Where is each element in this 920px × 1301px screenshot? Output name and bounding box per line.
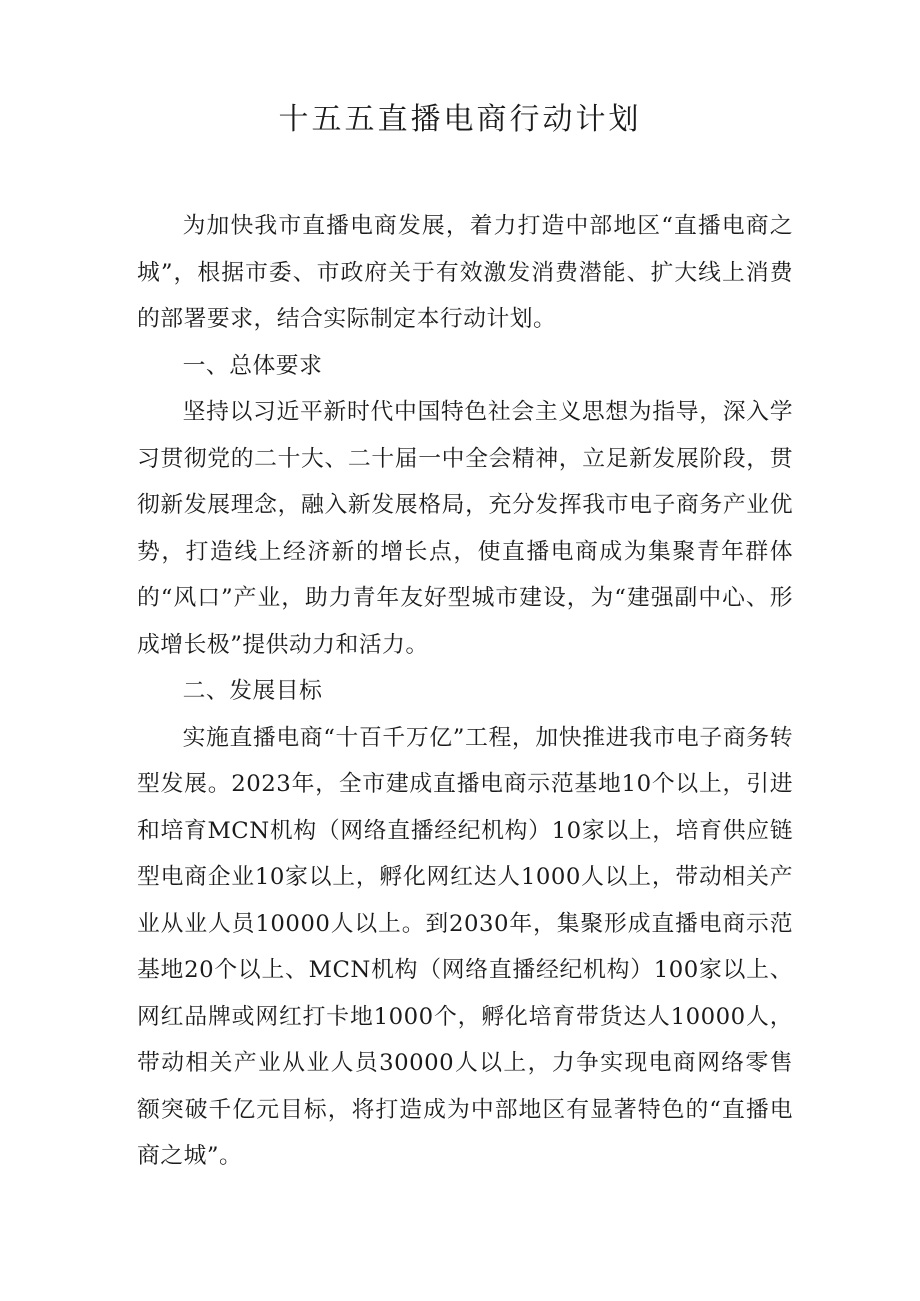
- section-1-paragraph: 坚持以习近平新时代中国特色社会主义思想为指导，深入学习贯彻党的二十大、二十届一中全会精神，立足新发展阶段，贯彻新发展理念，融入新发展格局，充分发挥我市电子商务产业优势，打造线上经济新的增长点，使直播电商成为集聚青年群体的“风口”产业，助力青年友好型城市建设，为“建强副中心、形成增长极”提供动力和活力。: [137, 399, 793, 658]
- section-1-heading: 一、总体要求: [182, 352, 323, 379]
- intro-paragraph: 为加快我市直播电商发展，着力打造中部地区“直播电商之城”，根据市委、市政府关于有效激发消费潜能、扩大线上消费的部署要求，结合实际制定本行动计划。: [137, 213, 793, 332]
- section-2-paragraph: 实施直播电商“十百千万亿”工程，加快推进我市电子商务转型发展。2023年，全市建成直播电商示范基地10个以上，引进和培育MCN机构（网络直播经纪机构）10家以上，培育供应链型电商企业10家以上，孵化网红达人1000人以上，带动相关产业从业人员10000人以上。到2030年，集聚形成直播电商示范基地20个以上、MCN机构（网络直播经纪机构）100家以上、网红品牌或网红打卡地1000个，孵化培育带货达人10000人，带动相关产业从业人员30000人以上，力争实现电商网络零售额突破千亿元目标，将打造成为中部地区有显著特色的“直播电商之城”。: [137, 724, 793, 1169]
- document-body: [137, 203, 793, 1180]
- document-title: 十五五直播电商行动计划: [278, 102, 642, 137]
- section-2-heading: 二、发展目标: [182, 678, 323, 704]
